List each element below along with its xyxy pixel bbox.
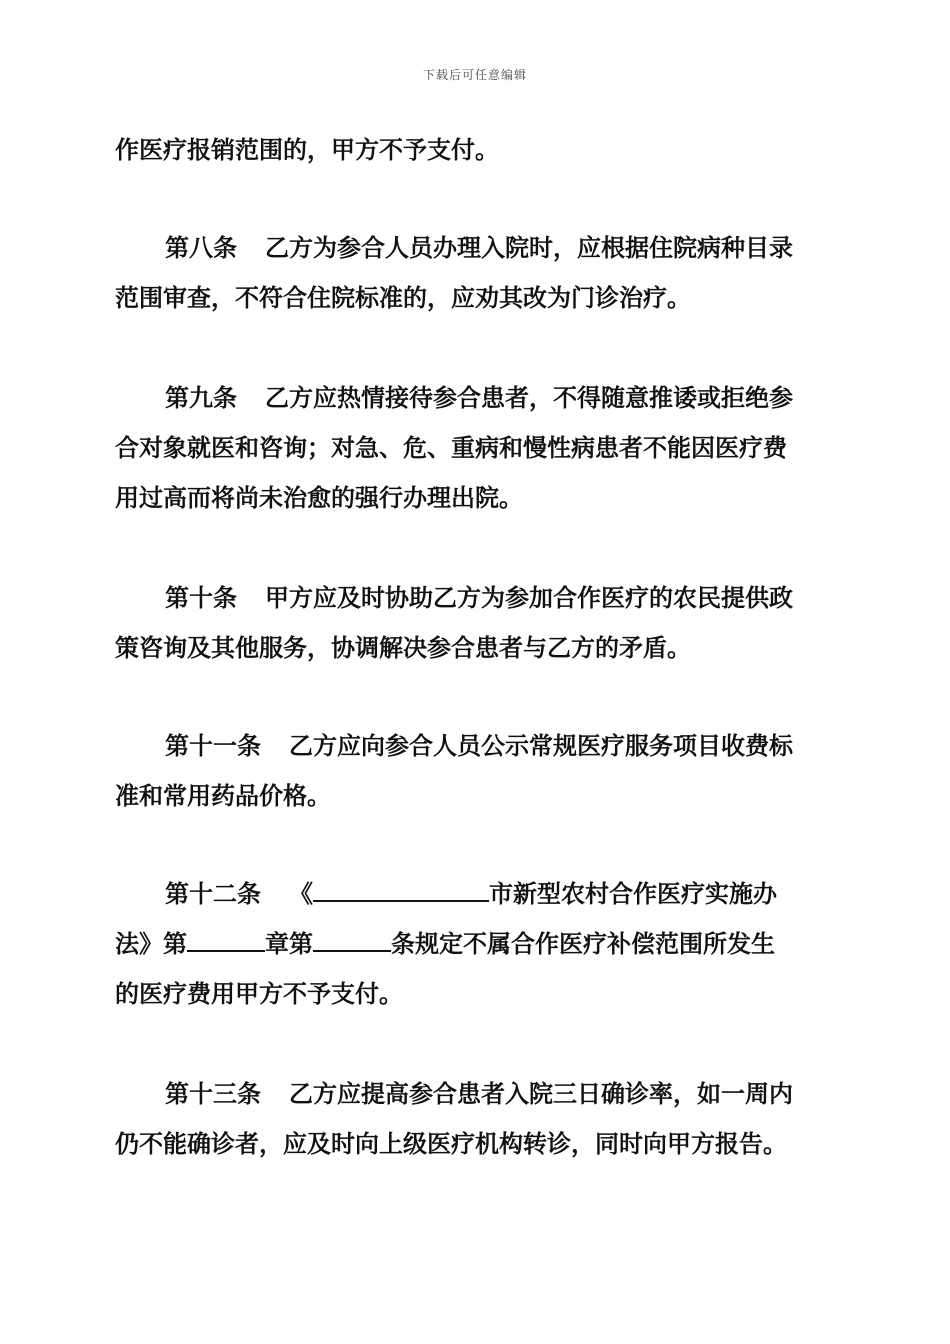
article-number: 第八条 (165, 233, 237, 262)
text-line (115, 373, 837, 423)
text-line (115, 223, 837, 273)
text-line: 的医疗费用甲方不予支付。 (115, 979, 403, 1008)
text-line (115, 721, 837, 771)
article-11 (115, 721, 837, 821)
quote-open: 《 (289, 879, 313, 908)
text-line: 用过高而将尚未治愈的强行办理出院。 (115, 483, 523, 512)
article-text: 甲方应及时协助乙方为参加合作医疗的农民提供政 (265, 583, 793, 612)
text-line (115, 869, 837, 919)
page-header: 下载后可任意编辑 (422, 68, 527, 82)
article-10 (115, 573, 837, 673)
article-number: 第九条 (165, 383, 237, 412)
text-line: 范围审查，不符合住院标准的，应劝其改为门诊治疗。 (115, 283, 691, 312)
text-line (115, 573, 837, 623)
article-9 (115, 373, 837, 523)
text-line: 合对象就医和咨询；对急、危、重病和慢性病患者不能因医疗费 (115, 433, 787, 462)
article-text: 乙方应提高参合患者入院三日确诊率，如一周内 (289, 1079, 793, 1108)
article-text: 法》第 (115, 929, 187, 958)
text-line (115, 1069, 837, 1119)
article-8 (115, 223, 837, 323)
article-text: 章第 (265, 929, 313, 958)
article-text: 条规定不属合作医疗补偿范围所发生 (391, 929, 775, 958)
text-line: 作医疗报销范围的，甲方不予支付。 (115, 135, 499, 164)
article-text: 乙方应向参合人员公示常规医疗服务项目收费标 (289, 731, 793, 760)
text-line (115, 919, 837, 969)
article-text: 乙方应热情接待参合患者，不得随意推诿或拒绝参 (265, 383, 793, 412)
article-number: 第十一条 (165, 731, 261, 760)
article-text: 市新型农村合作医疗实施办 (489, 879, 777, 908)
fill-in-blank-chapter (187, 928, 265, 952)
article-text: 乙方为参合人员办理入院时，应根据住院病种目录 (265, 233, 793, 262)
text-line: 仍不能确诊者，应及时向上级医疗机构转诊，同时向甲方报告。 (115, 1129, 787, 1158)
text-line: 准和常用药品价格。 (115, 781, 331, 810)
text-line: 策咨询及其他服务，协调解决参合患者与乙方的矛盾。 (115, 633, 691, 662)
paragraph-continuation (115, 125, 837, 175)
article-13 (115, 1069, 837, 1169)
article-number: 第十三条 (165, 1079, 261, 1108)
article-number: 第十条 (165, 583, 237, 612)
article-12 (115, 869, 837, 1019)
fill-in-blank-clause (313, 928, 391, 952)
fill-in-blank-city (313, 878, 489, 902)
article-number: 第十二条 (165, 879, 261, 908)
